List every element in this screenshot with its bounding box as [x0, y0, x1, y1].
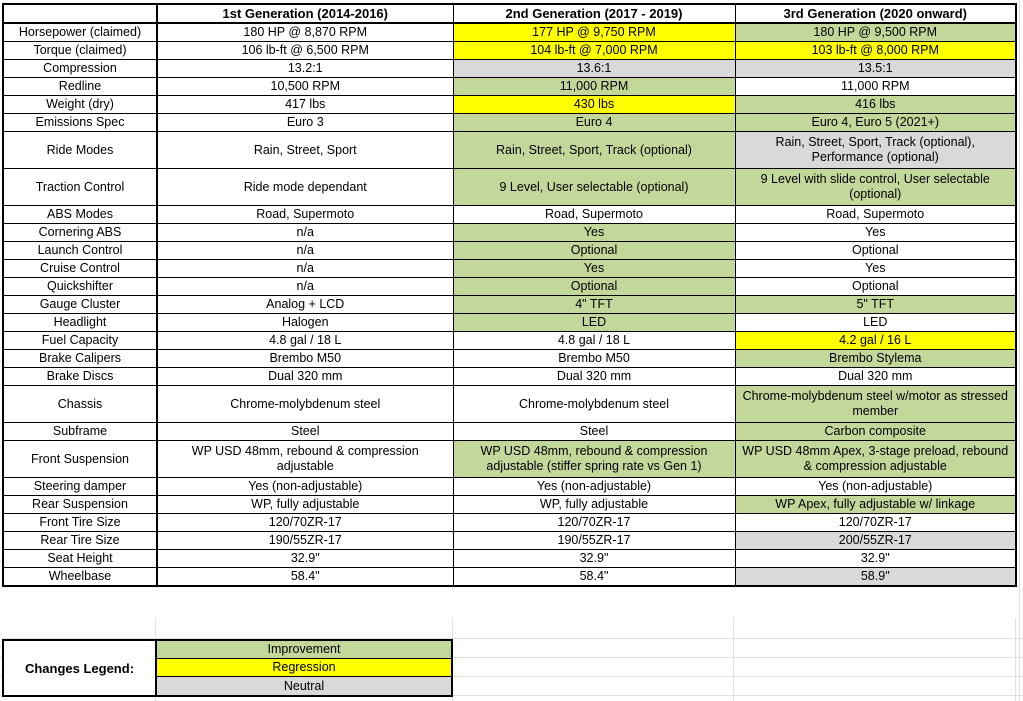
spec-cell[interactable]: Yes — [735, 260, 1016, 278]
table-body — [3, 23, 1016, 586]
spec-cell[interactable]: 9 Level with slide control, User selectable (optional) — [735, 169, 1016, 206]
spec-cell[interactable]: Brembo Stylema — [735, 350, 1016, 368]
table-row — [3, 332, 1016, 350]
spec-cell[interactable]: WP Apex, fully adjustable w/ linkage — [735, 496, 1016, 514]
column-header[interactable]: 2nd Generation (2017 - 2019) — [453, 4, 735, 23]
spec-cell[interactable]: 4.8 gal / 18 L — [453, 332, 735, 350]
spec-cell[interactable]: WP USD 48mm, rebound & compression adjustable — [157, 441, 453, 478]
spec-cell[interactable]: 104 lb-ft @ 7,000 RPM — [453, 42, 735, 60]
legend-item-improvement[interactable]: Improvement — [157, 641, 451, 659]
gridline-vertical — [1019, 0, 1020, 701]
spec-cell[interactable]: 200/55ZR-17 — [735, 532, 1016, 550]
spec-cell[interactable]: WP USD 48mm Apex, 3-stage preload, rebound & compression adjustable — [735, 441, 1016, 478]
spec-cell[interactable]: LED — [735, 314, 1016, 332]
row-label[interactable]: Gauge Cluster — [3, 296, 157, 314]
row-label[interactable]: Front Tire Size — [3, 514, 157, 532]
spec-cell[interactable]: Dual 320 mm — [735, 368, 1016, 386]
spec-cell[interactable]: Yes — [453, 260, 735, 278]
row-label[interactable]: Seat Height — [3, 550, 157, 568]
table-row — [3, 224, 1016, 242]
spec-cell[interactable]: Euro 3 — [157, 114, 453, 132]
spec-cell[interactable]: Road, Supermoto — [453, 206, 735, 224]
spec-cell[interactable]: Chrome-molybdenum steel — [157, 386, 453, 423]
spec-cell[interactable]: Brembo M50 — [453, 350, 735, 368]
spec-cell[interactable]: 177 HP @ 9,750 RPM — [453, 23, 735, 42]
table-row — [3, 278, 1016, 296]
row-label[interactable]: Weight (dry) — [3, 96, 157, 114]
table-row — [3, 496, 1016, 514]
spec-cell[interactable]: Euro 4, Euro 5 (2021+) — [735, 114, 1016, 132]
column-header[interactable]: 3rd Generation (2020 onward) — [735, 4, 1016, 23]
spec-cell[interactable]: Yes (non-adjustable) — [453, 478, 735, 496]
spec-cell[interactable]: 120/70ZR-17 — [453, 514, 735, 532]
row-label[interactable]: Front Suspension — [3, 441, 157, 478]
spec-cell[interactable]: n/a — [157, 260, 453, 278]
table-row — [3, 550, 1016, 568]
row-label[interactable]: Cornering ABS — [3, 224, 157, 242]
table-row — [3, 532, 1016, 550]
spec-cell[interactable]: Optional — [735, 242, 1016, 260]
spec-cell[interactable]: 4" TFT — [453, 296, 735, 314]
row-label[interactable]: Subframe — [3, 423, 157, 441]
spec-cell[interactable]: Carbon composite — [735, 423, 1016, 441]
table-row — [3, 478, 1016, 496]
spec-cell[interactable]: LED — [453, 314, 735, 332]
generation-comparison-table — [2, 3, 1017, 587]
spec-cell[interactable]: 13.5:1 — [735, 60, 1016, 78]
spec-cell[interactable]: 32.9" — [453, 550, 735, 568]
spec-cell[interactable]: 32.9" — [157, 550, 453, 568]
row-label[interactable]: Redline — [3, 78, 157, 96]
table-row — [3, 568, 1016, 587]
spec-cell[interactable]: 106 lb-ft @ 6,500 RPM — [157, 42, 453, 60]
spec-cell[interactable]: Chrome-molybdenum steel w/motor as stressed member — [735, 386, 1016, 423]
row-label[interactable]: Rear Suspension — [3, 496, 157, 514]
table-row — [3, 96, 1016, 114]
row-label[interactable]: Torque (claimed) — [3, 42, 157, 60]
spec-cell[interactable]: 417 lbs — [157, 96, 453, 114]
spec-cell[interactable]: 4.8 gal / 18 L — [157, 332, 453, 350]
table-row — [3, 350, 1016, 368]
spec-cell[interactable]: 180 HP @ 9,500 RPM — [735, 23, 1016, 42]
gridline-vertical — [733, 618, 734, 701]
spec-cell[interactable]: Euro 4 — [453, 114, 735, 132]
row-label[interactable]: ABS Modes — [3, 206, 157, 224]
table-row — [3, 23, 1016, 42]
spec-cell[interactable]: Yes (non-adjustable) — [735, 478, 1016, 496]
spec-cell[interactable]: 120/70ZR-17 — [157, 514, 453, 532]
spec-cell[interactable]: Steel — [453, 423, 735, 441]
spec-cell[interactable]: Dual 320 mm — [157, 368, 453, 386]
row-label[interactable]: Rear Tire Size — [3, 532, 157, 550]
spec-cell[interactable]: 190/55ZR-17 — [157, 532, 453, 550]
spec-cell[interactable]: 430 lbs — [453, 96, 735, 114]
spec-cell[interactable]: Optional — [453, 278, 735, 296]
spec-cell[interactable]: Ride mode dependant — [157, 169, 453, 206]
legend-item-neutral[interactable]: Neutral — [157, 677, 451, 695]
table-row — [3, 60, 1016, 78]
table-row — [3, 206, 1016, 224]
spec-cell[interactable]: 180 HP @ 8,870 RPM — [157, 23, 453, 42]
spec-cell[interactable]: 58.9" — [735, 568, 1016, 587]
corner-cell[interactable] — [3, 4, 157, 23]
row-label[interactable]: Emissions Spec — [3, 114, 157, 132]
spec-cell[interactable]: Steel — [157, 423, 453, 441]
table-row — [3, 242, 1016, 260]
row-label[interactable]: Ride Modes — [3, 132, 157, 169]
spec-cell[interactable]: 5" TFT — [735, 296, 1016, 314]
table-row — [3, 423, 1016, 441]
spec-cell[interactable]: n/a — [157, 242, 453, 260]
table-row — [3, 114, 1016, 132]
table-row — [3, 314, 1016, 332]
row-label[interactable]: Quickshifter — [3, 278, 157, 296]
spec-cell[interactable]: WP, fully adjustable — [453, 496, 735, 514]
row-label[interactable]: Headlight — [3, 314, 157, 332]
table-row — [3, 368, 1016, 386]
row-label[interactable]: Fuel Capacity — [3, 332, 157, 350]
gridline-vertical — [1015, 618, 1016, 701]
table-row — [3, 386, 1016, 423]
spec-cell[interactable]: 11,000 RPM — [735, 78, 1016, 96]
spec-cell[interactable]: 190/55ZR-17 — [453, 532, 735, 550]
row-label[interactable]: Wheelbase — [3, 568, 157, 587]
row-label[interactable]: Launch Control — [3, 242, 157, 260]
row-label[interactable]: Chassis — [3, 386, 157, 423]
spec-cell[interactable]: 10,500 RPM — [157, 78, 453, 96]
spec-cell[interactable]: 32.9" — [735, 550, 1016, 568]
spec-cell[interactable]: WP, fully adjustable — [157, 496, 453, 514]
table-row — [3, 260, 1016, 278]
spec-cell[interactable]: Brembo M50 — [157, 350, 453, 368]
spec-cell[interactable]: Chrome-molybdenum steel — [453, 386, 735, 423]
spec-cell[interactable]: Rain, Street, Sport, Track (optional), Performance (optional) — [735, 132, 1016, 169]
spec-cell[interactable]: Dual 320 mm — [453, 368, 735, 386]
changes-legend — [2, 639, 453, 697]
table-row — [3, 132, 1016, 169]
table-row — [3, 42, 1016, 60]
table-row — [3, 441, 1016, 478]
spec-cell[interactable]: n/a — [157, 224, 453, 242]
row-label[interactable]: Horsepower (claimed) — [3, 23, 157, 42]
row-label[interactable]: Traction Control — [3, 169, 157, 206]
spec-cell[interactable]: 4.2 gal / 16 L — [735, 332, 1016, 350]
legend-item-regression[interactable]: Regression — [157, 659, 451, 677]
table-row — [3, 78, 1016, 96]
spec-cell[interactable]: Optional — [453, 242, 735, 260]
table-row — [3, 514, 1016, 532]
spec-cell[interactable]: 9 Level, User selectable (optional) — [453, 169, 735, 206]
row-label[interactable]: Cruise Control — [3, 260, 157, 278]
row-label[interactable]: Brake Calipers — [3, 350, 157, 368]
spec-cell[interactable]: n/a — [157, 278, 453, 296]
spec-cell[interactable]: 120/70ZR-17 — [735, 514, 1016, 532]
spec-cell[interactable]: Yes — [453, 224, 735, 242]
spec-cell[interactable]: Road, Supermoto — [157, 206, 453, 224]
row-label[interactable]: Compression — [3, 60, 157, 78]
table-row — [3, 169, 1016, 206]
spec-cell[interactable]: 11,000 RPM — [453, 78, 735, 96]
legend-title: Changes Legend: — [4, 641, 157, 695]
column-header[interactable]: 1st Generation (2014-2016) — [157, 4, 453, 23]
spec-cell[interactable]: Road, Supermoto — [735, 206, 1016, 224]
header-row — [3, 4, 1016, 23]
spec-cell[interactable]: Halogen — [157, 314, 453, 332]
legend-items — [157, 641, 451, 695]
spec-cell[interactable]: Analog + LCD — [157, 296, 453, 314]
spec-cell[interactable]: 13.6:1 — [453, 60, 735, 78]
spec-cell[interactable]: Rain, Street, Sport, Track (optional) — [453, 132, 735, 169]
spec-cell[interactable]: 58.4" — [453, 568, 735, 587]
spec-cell[interactable]: WP USD 48mm, rebound & compression adjustable (stiffer spring rate vs Gen 1) — [453, 441, 735, 478]
spec-cell[interactable]: 416 lbs — [735, 96, 1016, 114]
spec-cell[interactable]: Yes (non-adjustable) — [157, 478, 453, 496]
table-row — [3, 296, 1016, 314]
spec-cell[interactable]: 58.4" — [157, 568, 453, 587]
row-label[interactable]: Brake Discs — [3, 368, 157, 386]
row-label[interactable]: Steering damper — [3, 478, 157, 496]
spec-cell[interactable]: Rain, Street, Sport — [157, 132, 453, 169]
spec-cell[interactable]: 13.2:1 — [157, 60, 453, 78]
spec-cell[interactable]: 103 lb-ft @ 8,000 RPM — [735, 42, 1016, 60]
spec-cell[interactable]: Yes — [735, 224, 1016, 242]
spec-cell[interactable]: Optional — [735, 278, 1016, 296]
